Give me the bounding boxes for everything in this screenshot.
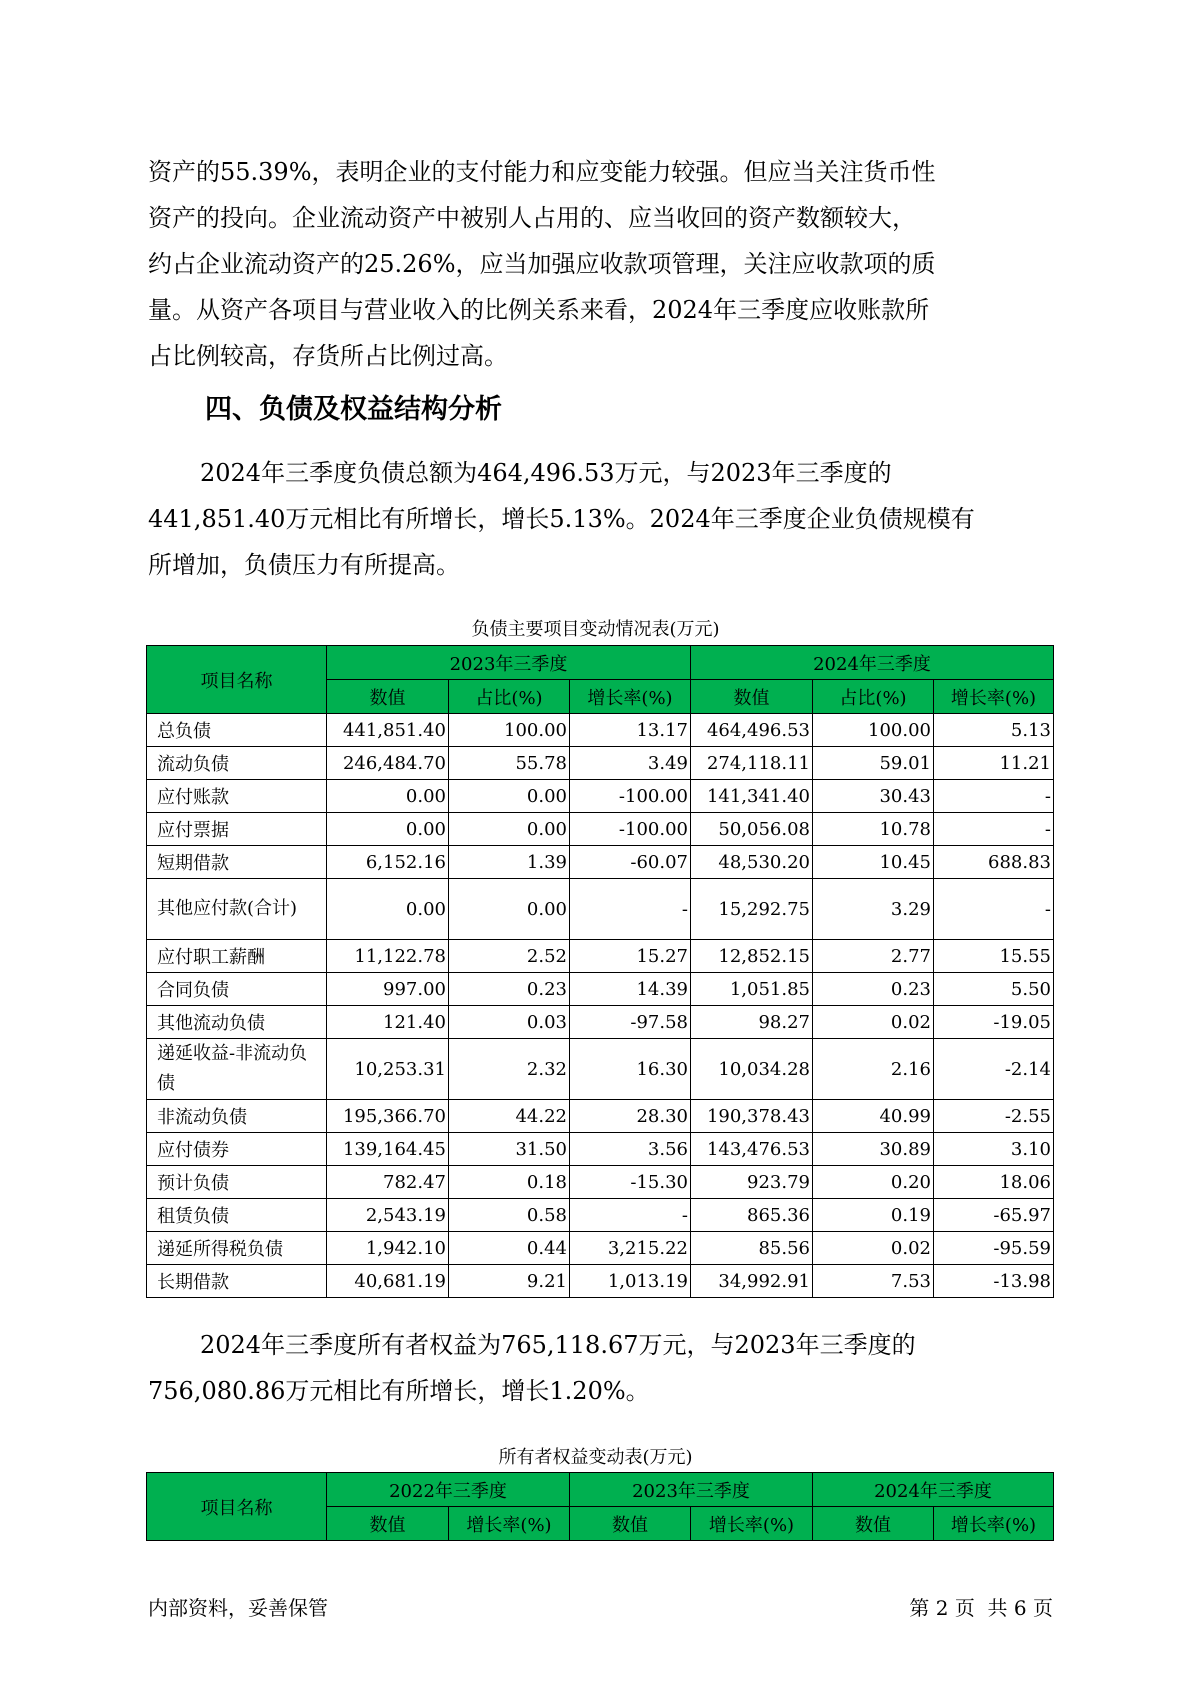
table-cell: 18.06: [934, 1166, 1054, 1199]
column-header-period: 2024年三季度: [813, 1473, 1054, 1507]
table-cell: -13.98: [934, 1265, 1054, 1298]
table-cell: 7.53: [813, 1265, 934, 1298]
row-label: 其他应付款(合计): [147, 879, 327, 940]
table-cell: 2.77: [813, 940, 934, 973]
table-cell: 50,056.08: [691, 813, 813, 846]
row-label: 租赁负债: [147, 1199, 327, 1232]
table-cell: 3,215.22: [570, 1232, 691, 1265]
table-cell: -95.59: [934, 1232, 1054, 1265]
table-cell: 10,034.28: [691, 1039, 813, 1100]
row-label: 应付账款: [147, 780, 327, 813]
table-cell: 16.30: [570, 1039, 691, 1100]
table-row: [147, 1265, 1054, 1298]
table-cell: 98.27: [691, 1006, 813, 1039]
text-line: 占比例较高，存货所占比例过高。: [148, 342, 508, 370]
table-cell: 3.29: [813, 879, 934, 940]
column-header-period: 2023年三季度: [570, 1473, 813, 1507]
equity-table: [146, 1472, 1054, 1541]
table-cell: -19.05: [934, 1006, 1054, 1039]
column-header-item-name: 项目名称: [147, 646, 327, 714]
table-row: [147, 1039, 1054, 1100]
table-cell: 190,378.43: [691, 1100, 813, 1133]
table-row: [147, 747, 1054, 780]
table-cell: 55.78: [449, 747, 570, 780]
liability-table-body: [147, 714, 1054, 1298]
row-label: 递延收益-非流动负债: [147, 1039, 327, 1100]
table-cell: 6,152.16: [327, 846, 449, 879]
table-cell: 10,253.31: [327, 1039, 449, 1100]
table-cell: 0.00: [327, 879, 449, 940]
table-cell: 15,292.75: [691, 879, 813, 940]
text-line: 2024年三季度负债总额为464,496.53万元，与2023年三季度的: [200, 459, 892, 487]
column-header-growth: 增长率(%): [691, 1507, 813, 1541]
intro-paragraph: [148, 149, 1048, 379]
table-cell: 0.58: [449, 1199, 570, 1232]
table-cell: -2.55: [934, 1100, 1054, 1133]
liability-paragraph: [148, 450, 1048, 588]
table-cell: 28.30: [570, 1100, 691, 1133]
section-heading: 四、负债及权益结构分析: [205, 394, 502, 425]
row-label: 流动负债: [147, 747, 327, 780]
table-cell: 85.56: [691, 1232, 813, 1265]
table-cell: -15.30: [570, 1166, 691, 1199]
text-line: 441,851.40万元相比有所增长，增长5.13%。2024年三季度企业负债规模有: [148, 505, 975, 533]
table-cell: 0.18: [449, 1166, 570, 1199]
table-cell: 1,051.85: [691, 973, 813, 1006]
table-cell: 13.17: [570, 714, 691, 747]
table-row: [147, 1100, 1054, 1133]
table-cell: 121.40: [327, 1006, 449, 1039]
row-label: 短期借款: [147, 846, 327, 879]
column-header-value: 数值: [327, 1507, 449, 1541]
table-cell: 9.21: [449, 1265, 570, 1298]
table-row: [147, 1232, 1054, 1265]
text-line: 资产的投向。企业流动资产中被别人占用的、应当收回的资产数额较大，: [148, 204, 916, 232]
table-cell: 0.23: [813, 973, 934, 1006]
table-cell: 0.44: [449, 1232, 570, 1265]
text-line: 所增加，负债压力有所提高。: [148, 551, 460, 579]
table-cell: 15.27: [570, 940, 691, 973]
table-cell: -2.14: [934, 1039, 1054, 1100]
table-cell: 15.55: [934, 940, 1054, 973]
column-header-period: 2023年三季度: [327, 646, 691, 680]
column-header-period: 2022年三季度: [327, 1473, 570, 1507]
table-row: [147, 1166, 1054, 1199]
row-label: 非流动负债: [147, 1100, 327, 1133]
table-cell: -100.00: [570, 813, 691, 846]
table-cell: -: [934, 813, 1054, 846]
column-header-period: 2024年三季度: [691, 646, 1054, 680]
table-cell: 48,530.20: [691, 846, 813, 879]
table-cell: 782.47: [327, 1166, 449, 1199]
column-header-value: 数值: [570, 1507, 691, 1541]
column-header-growth: 增长率(%): [449, 1507, 570, 1541]
table-cell: 100.00: [449, 714, 570, 747]
row-label: 递延所得税负债: [147, 1232, 327, 1265]
table-cell: -100.00: [570, 780, 691, 813]
table-cell: 3.49: [570, 747, 691, 780]
table-cell: 923.79: [691, 1166, 813, 1199]
table-cell: -97.58: [570, 1006, 691, 1039]
table-cell: 2,543.19: [327, 1199, 449, 1232]
table-row: [147, 813, 1054, 846]
table-cell: -: [934, 780, 1054, 813]
table-cell: 5.50: [934, 973, 1054, 1006]
table-cell: 100.00: [813, 714, 934, 747]
table-row: [147, 780, 1054, 813]
table-cell: 34,992.91: [691, 1265, 813, 1298]
column-header-growth: 增长率(%): [570, 680, 691, 714]
table-cell: -65.97: [934, 1199, 1054, 1232]
table-cell: 12,852.15: [691, 940, 813, 973]
table-cell: 31.50: [449, 1133, 570, 1166]
table-row: [147, 846, 1054, 879]
table-cell: 3.10: [934, 1133, 1054, 1166]
table-cell: 441,851.40: [327, 714, 449, 747]
table-cell: 44.22: [449, 1100, 570, 1133]
table-row: [147, 1199, 1054, 1232]
table-cell: 0.20: [813, 1166, 934, 1199]
table-cell: 0.00: [449, 813, 570, 846]
table-cell: -: [934, 879, 1054, 940]
table-cell: 10.78: [813, 813, 934, 846]
text-line: 量。从资产各项目与营业收入的比例关系来看，2024年三季度应收账款所: [148, 296, 930, 324]
column-header-value: 数值: [327, 680, 449, 714]
table-cell: 40,681.19: [327, 1265, 449, 1298]
equity-table-caption: 所有者权益变动表(万元): [498, 1447, 693, 1468]
table-cell: 3.56: [570, 1133, 691, 1166]
table-cell: 246,484.70: [327, 747, 449, 780]
table-cell: -60.07: [570, 846, 691, 879]
table-cell: 0.19: [813, 1199, 934, 1232]
table-cell: -: [570, 879, 691, 940]
table-cell: 143,476.53: [691, 1133, 813, 1166]
column-header-growth: 增长率(%): [934, 1507, 1054, 1541]
row-label: 长期借款: [147, 1265, 327, 1298]
liability-table: [146, 645, 1054, 1298]
column-header-growth: 增长率(%): [934, 680, 1054, 714]
table-cell: 865.36: [691, 1199, 813, 1232]
table-cell: 2.16: [813, 1039, 934, 1100]
table-cell: 0.00: [327, 813, 449, 846]
equity-paragraph: [148, 1322, 1048, 1414]
text-line: 约占企业流动资产的25.26%，应当加强应收款项管理，关注应收款项的质: [148, 250, 936, 278]
text-line: 756,080.86万元相比有所增长，增长1.20%。: [148, 1377, 650, 1405]
table-cell: 139,164.45: [327, 1133, 449, 1166]
row-label: 其他流动负债: [147, 1006, 327, 1039]
table-cell: 14.39: [570, 973, 691, 1006]
row-label: 预计负债: [147, 1166, 327, 1199]
table-cell: 1.39: [449, 846, 570, 879]
liability-table-caption: 负债主要项目变动情况表(万元): [471, 619, 720, 640]
row-label: 合同负债: [147, 973, 327, 1006]
table-cell: 11,122.78: [327, 940, 449, 973]
table-cell: 2.52: [449, 940, 570, 973]
table-cell: 40.99: [813, 1100, 934, 1133]
table-cell: 59.01: [813, 747, 934, 780]
table-cell: 688.83: [934, 846, 1054, 879]
column-header-share: 占比(%): [813, 680, 934, 714]
table-cell: 1,942.10: [327, 1232, 449, 1265]
table-cell: 0.00: [449, 879, 570, 940]
table-row: [147, 940, 1054, 973]
table-row: [147, 1006, 1054, 1039]
row-label: 应付票据: [147, 813, 327, 846]
table-cell: 5.13: [934, 714, 1054, 747]
table-cell: 0.03: [449, 1006, 570, 1039]
table-cell: 274,118.11: [691, 747, 813, 780]
table-cell: 195,366.70: [327, 1100, 449, 1133]
table-cell: 464,496.53: [691, 714, 813, 747]
footer-page-number: 第 2 页 共 6 页: [909, 1596, 1053, 1620]
row-label: 总负债: [147, 714, 327, 747]
table-cell: 30.89: [813, 1133, 934, 1166]
table-cell: 0.00: [327, 780, 449, 813]
table-cell: 11.21: [934, 747, 1054, 780]
column-header-value: 数值: [691, 680, 813, 714]
table-row: [147, 879, 1054, 940]
table-cell: 0.02: [813, 1006, 934, 1039]
column-header-item-name: 项目名称: [147, 1473, 327, 1541]
text-line: 2024年三季度所有者权益为765,118.67万元，与2023年三季度的: [200, 1331, 916, 1359]
row-label: 应付债券: [147, 1133, 327, 1166]
table-cell: 997.00: [327, 973, 449, 1006]
table-cell: 1,013.19: [570, 1265, 691, 1298]
table-cell: 10.45: [813, 846, 934, 879]
table-cell: 30.43: [813, 780, 934, 813]
table-cell: 141,341.40: [691, 780, 813, 813]
table-cell: -: [570, 1199, 691, 1232]
column-header-value: 数值: [813, 1507, 934, 1541]
row-label: 应付职工薪酬: [147, 940, 327, 973]
table-cell: 0.00: [449, 780, 570, 813]
table-cell: 0.23: [449, 973, 570, 1006]
column-header-share: 占比(%): [449, 680, 570, 714]
table-row: [147, 1133, 1054, 1166]
footer-confidential-note: 内部资料，妥善保管: [148, 1596, 328, 1620]
table-cell: 2.32: [449, 1039, 570, 1100]
table-row: [147, 714, 1054, 747]
table-row: [147, 973, 1054, 1006]
text-line: 资产的55.39%，表明企业的支付能力和应变能力较强。但应当关注货币性: [148, 158, 936, 186]
table-cell: 0.02: [813, 1232, 934, 1265]
